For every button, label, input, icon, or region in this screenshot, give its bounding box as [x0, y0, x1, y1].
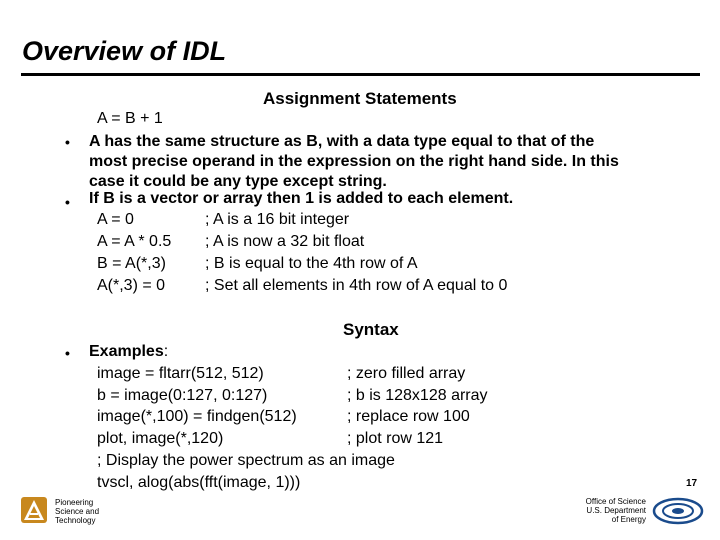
bullet1-line: most precise operand in the expression on the right hand side. In this [89, 153, 619, 170]
pioneering-logo-icon [20, 496, 48, 529]
footer-left-text [55, 498, 99, 525]
code-statement: A = A * 0.5 [97, 233, 172, 250]
slide-title: Overview of IDL [22, 36, 227, 66]
bullet-dot: • [65, 134, 70, 150]
code-statement: A = 0 [97, 211, 134, 228]
bullet-text-structure [89, 132, 619, 192]
code-comment: ; A is a 16 bit integer [205, 211, 350, 228]
code-statement: tvscl, alog(abs(fft(image, 1))) [97, 474, 301, 491]
code-statement: A(*,3) = 0 [97, 277, 166, 294]
intro-line: A = B + 1 [97, 110, 163, 127]
code-comment: ; zero filled array [347, 365, 466, 382]
footer-right-line: U.S. Department [586, 506, 646, 515]
code-statement: b = image(0:127, 0:127) [97, 387, 268, 404]
page-number: 17 [686, 478, 698, 489]
code-statement: image(*,100) = findgen(512) [97, 408, 297, 425]
footer-left-line: Pioneering [55, 498, 94, 507]
footer-left-line: Science and [55, 507, 100, 516]
code-statement: B = A(*,3) [97, 255, 166, 272]
code-statement: plot, image(*,120) [97, 430, 224, 447]
footer-right-text [566, 497, 646, 524]
assignment-heading: Assignment Statements [263, 89, 457, 108]
code-comment: ; plot row 121 [347, 430, 444, 447]
examples-colon: : [163, 343, 169, 360]
bullet1-line: A has the same structure as B, with a data type equal to that of the [89, 133, 595, 150]
code-comment: ; A is now a 32 bit float [205, 233, 365, 250]
footer-left-line: Technology [55, 516, 96, 525]
examples-label [89, 343, 168, 361]
examples-label-text: Examples [89, 343, 164, 360]
code-statement: image = fltarr(512, 512) [97, 365, 264, 382]
code-comment: ; b is 128x128 array [347, 387, 488, 404]
code-comment: ; replace row 100 [347, 408, 470, 425]
bullet-dot: • [65, 345, 70, 361]
syntax-heading: Syntax [343, 320, 399, 339]
bullet-dot: • [65, 194, 70, 210]
footer-right-line: of Energy [611, 515, 646, 524]
code-comment-line: ; Display the power spectrum as an image [97, 452, 395, 469]
code-comment: ; Set all elements in 4th row of A equal to 0 [205, 277, 508, 294]
doe-seal-icon [652, 497, 704, 530]
bullet-text-vector: If B is a vector or array then 1 is added to each element. [89, 190, 514, 207]
footer-right-line: Office of Science [585, 497, 646, 506]
bullet1-line: case it could be any type except string. [89, 173, 387, 190]
code-comment: ; B is equal to the 4th row of A [205, 255, 418, 272]
title-rule [21, 73, 700, 76]
